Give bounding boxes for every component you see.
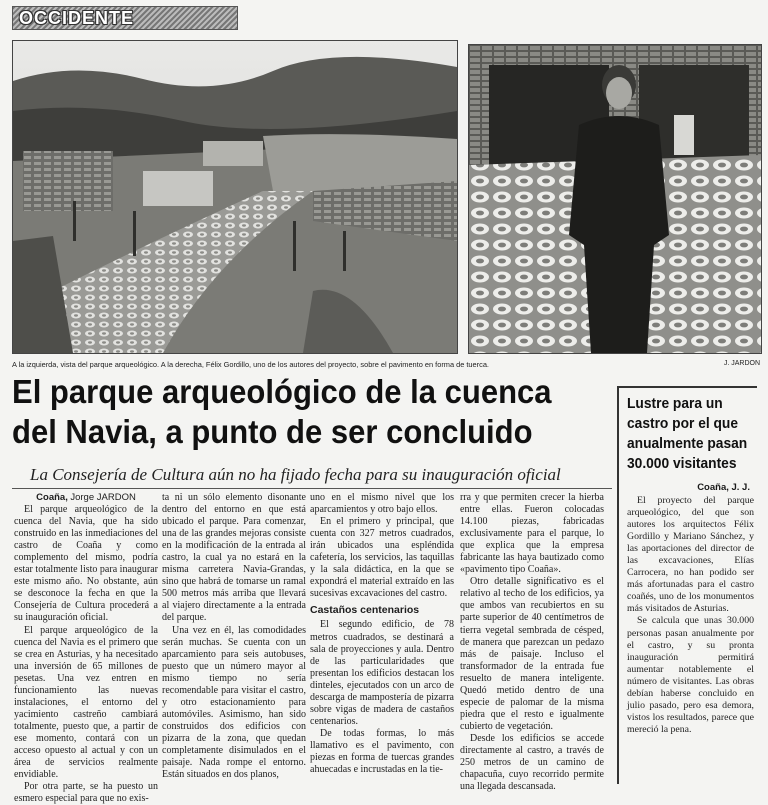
headline [12,372,576,452]
paragraph: De todas formas, lo más llamativo es el pavimento, con piezas en forma de tuercas grandes ahuecadas e incrustadas en la tie- [310,727,454,776]
article-column-2 [162,492,306,788]
park-overview-photo [12,40,458,354]
sidebar-paragraph: Se calcula que unas 30.000 personas pasan anualmente por el castro, y su pronta inauguración permitirá aumentar notablemente el número de visitantes. Las obras debían haberse concluido en julio pasado, pero esa demora, vistos los resultados, parece que mereció la pena. [627,615,754,735]
architect-portrait-photo [468,44,762,354]
headline-line-2: del Navia, a punto de ser concluido [12,413,533,450]
photo-caption: A la izquierda, vista del parque arqueológico. A la derecha, Félix Gordillo, uno de los autores del proyecto, sobre el pavimento en forma de tuerca. [12,360,489,369]
sidebar-paragraph: El proyecto del parque arqueológico, del que son autores los arquitectos Félix Gordillo y Mariano Sánchez, y las aportaciones del director de las excavaciones, Elías Carrocera, no han podido ser más afortunadas para el castro coañés, uno de los monumentos más visitados de Asturias. [627,495,754,615]
paragraph: Otro detalle significativo es el relativo al techo de los edificios, ya que ambos van recubiertos en su parte superior de 40 centímetros de tierra vegetal sembrada de césped, de manera que parezcan un pedazo más de paisaje. Incluso el transformador de la entrada fue resuelto de manera inteligente. Quedó metido dentro de una especie de palomar de la misma piedra que el resto e igualmente cubierto de vegetación. [460,576,604,732]
article-column-3 [310,492,454,788]
section-label: OCCIDENTE [19,8,135,28]
photo-credit: J. JARDON [723,360,760,367]
byline-place: Coaña, [36,492,68,503]
paragraph: En el primero y principal, que cuenta con 327 metros cuadrados, irán ubicados una espléndida cafetería, los servicios, las taquillas y la sala didáctica, en la que se expondrá el material extraído en las sucesivas excavaciones del castro. [310,516,454,600]
article-column-4 [460,492,604,793]
subhead-rule [12,488,612,489]
sidebar-byline: Coaña, J. J. [697,482,750,493]
paragraph: rra y que permiten crecer la hierba entre ellas. Fueron colocadas 14.100 piezas, fabricadas exclusivamente para el parque, lo que explica que la empresa fabricante las haya bautizado como «pavimento tipo Coaña». [460,492,604,576]
section-subtitle: Castaños centenarios [310,604,420,617]
paragraph: El segundo edificio, de 78 metros cuadrados, se destinará a sala de proyecciones y aula. Dentro de las particularidades que presentan los edificios destacan los dinteles, ejecutados con un arco de descarga de mampostería de pizarra sobre vigas de madera de castaños centenarios. [310,619,454,727]
paragraph: Desde los edificios se accede directamente al castro, a través de 250 metros de un camino de chapacuña, cuyo recorrido permite una llegada descansada. [460,732,604,793]
article-column-1 [14,492,158,805]
headline-line-1: El parque arqueológico de la cuenca [12,373,552,410]
paragraph: Una vez en él, las comodidades serán muchas. Se cuenta con un aparcamiento para seis autobuses, puesto que un número mayor al mismo tiempo no sería recomendable para visitar el castro, y otro estacionamiento para automóviles. Asimismo, han sido construidos dos edificios con pizarra de la zona, que quedan completamente disimulados en el paisaje. Nada rompe el entorno. Están situados en dos planos, [162,624,306,781]
byline [14,492,158,504]
paragraph: uno en el mismo nivel que los aparcamientos y otro bajo ellos. [310,492,454,516]
sidebar-box [617,386,757,784]
paragraph: Por otra parte, se ha puesto un esmero especial para que no exis- [14,781,158,805]
paragraph: El parque arqueológico de la cuenca del Navia es el primero que se crea en Asturias, y ha necesitado una inversión de 65 millones de pesetas. Una vez entren en funcionamiento las nuevas instalaciones, el entorno del yacimiento castreño cambiará totalmente, puesto que, a partir de ese momento, contará con un acceso opuesto al actual y con un área de servicios realmente envidiable. [14,624,158,781]
paragraph: ta ni un sólo elemento disonante dentro del entorno en que está ubicado el parque. Para comenzar, una de las grandes mejoras consiste en la modificación de la entrada al castro, la cual ya no estará en la misma carretera Navia-Grandas, sino que habrá de tomarse un ramal 500 metros más arriba que llevará al viajero directamente a la entrada del parque. [162,492,306,624]
sidebar-title: Lustre para un castro por el que anualmente pasan 30.000 visitantes [627,396,748,472]
byline-author: Jorge JARDON [70,492,136,503]
subheadline: La Consejería de Cultura aún no ha fijado fecha para su inauguración oficial [30,465,561,484]
paragraph: El parque arqueológico de la cuenca del Navia, que ha sido construido en las inmediaciones del castro de Coaña y como complemento del mismo, podría estar totalmente listo para inaugurar este mismo año. No obstante, aún se desconoce la fecha en que la Consejería de Cultura procederá a su inauguración oficial. [14,504,158,624]
section-tag [12,6,238,30]
